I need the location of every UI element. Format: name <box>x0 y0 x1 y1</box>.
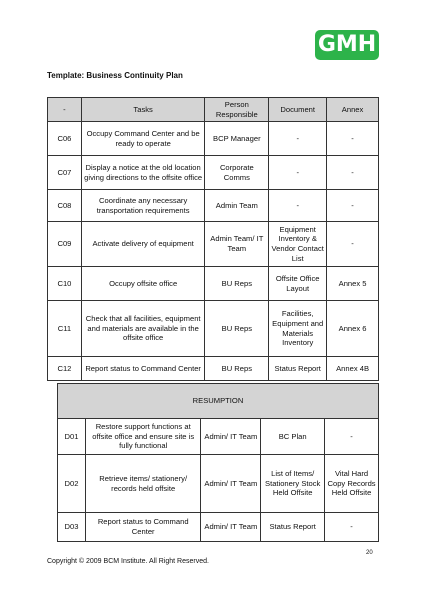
row-person: Corporate Comms <box>205 156 269 190</box>
row-person: Admin/ IT Team <box>201 513 261 542</box>
row-annex: - <box>327 190 379 222</box>
row-id: C10 <box>48 267 82 301</box>
row-id: C07 <box>48 156 82 190</box>
table-row <box>48 357 379 381</box>
row-id: D01 <box>58 419 86 455</box>
table-row <box>48 190 379 222</box>
header-cell-tasks: Tasks <box>81 98 205 122</box>
table-row <box>48 267 379 301</box>
page-title: Template: Business Continuity Plan <box>47 71 183 80</box>
table-row <box>48 156 379 190</box>
row-person: Admin/ IT Team <box>201 419 261 455</box>
header-cell-id: - <box>48 98 82 122</box>
row-document: Equipment Inventory & Vendor Contact List <box>269 222 327 267</box>
header-cell-person: Person Responsible <box>205 98 269 122</box>
row-task: Restore support functions at offsite office and ensure site is fully functional <box>85 419 201 455</box>
row-person: BCP Manager <box>205 122 269 156</box>
table-header-row <box>48 98 379 122</box>
row-task: Retrieve items/ stationery/ records held offsite <box>85 455 201 513</box>
row-task: Check that all facilities, equipment and materials are available in the offsite office <box>81 301 205 357</box>
row-id: C09 <box>48 222 82 267</box>
row-document: - <box>269 122 327 156</box>
row-document: List of Items/ Stationery Stock Held Offsite <box>261 455 325 513</box>
row-document: Status Report <box>261 513 325 542</box>
row-person: Admin Team <box>205 190 269 222</box>
row-annex: - <box>325 419 379 455</box>
row-person: Admin/ IT Team <box>201 455 261 513</box>
page-number: 20 <box>366 550 373 556</box>
resumption-header-row <box>58 384 379 419</box>
row-document: - <box>269 190 327 222</box>
row-id: C12 <box>48 357 82 381</box>
row-person: BU Reps <box>205 301 269 357</box>
row-task: Occupy Command Center and be ready to operate <box>81 122 205 156</box>
row-document: Facilities, Equipment and Materials Inventory <box>269 301 327 357</box>
resumption-table <box>57 383 379 542</box>
row-annex: - <box>327 156 379 190</box>
row-annex: - <box>327 222 379 267</box>
row-task: Report status to Command Center <box>85 513 201 542</box>
row-task: Activate delivery of equipment <box>81 222 205 267</box>
row-task: Coordinate any necessary transportation requirements <box>81 190 205 222</box>
row-document: - <box>269 156 327 190</box>
table-row <box>58 513 379 542</box>
row-person: Admin Team/ IT Team <box>205 222 269 267</box>
resumption-header: RESUMPTION <box>58 384 379 419</box>
table-row <box>58 455 379 513</box>
row-task: Report status to Command Center <box>81 357 205 381</box>
header-cell-document: Document <box>269 98 327 122</box>
copyright-notice: Copyright © 2009 BCM Institute. All Right Reserved. <box>47 558 209 565</box>
row-document: Status Report <box>269 357 327 381</box>
row-document: Offsite Office Layout <box>269 267 327 301</box>
row-annex: Annex 4B <box>327 357 379 381</box>
row-task: Occupy offsite office <box>81 267 205 301</box>
row-id: D02 <box>58 455 86 513</box>
row-annex: - <box>325 513 379 542</box>
row-annex: - <box>327 122 379 156</box>
row-person: BU Reps <box>205 267 269 301</box>
table-row <box>48 222 379 267</box>
row-document: BC Plan <box>261 419 325 455</box>
row-id: C06 <box>48 122 82 156</box>
row-task: Display a notice at the old location giving directions to the offsite office <box>81 156 205 190</box>
table-row <box>48 122 379 156</box>
row-person: BU Reps <box>205 357 269 381</box>
row-annex: Vital Hard Copy Records Held Offsite <box>325 455 379 513</box>
row-id: D03 <box>58 513 86 542</box>
header-cell-annex: Annex <box>327 98 379 122</box>
gmh-logo: GMH <box>315 30 379 60</box>
table-row <box>48 301 379 357</box>
row-id: C08 <box>48 190 82 222</box>
table-row <box>58 419 379 455</box>
continuity-plan-table <box>47 97 379 381</box>
row-annex: Annex 6 <box>327 301 379 357</box>
row-annex: Annex 5 <box>327 267 379 301</box>
row-id: C11 <box>48 301 82 357</box>
